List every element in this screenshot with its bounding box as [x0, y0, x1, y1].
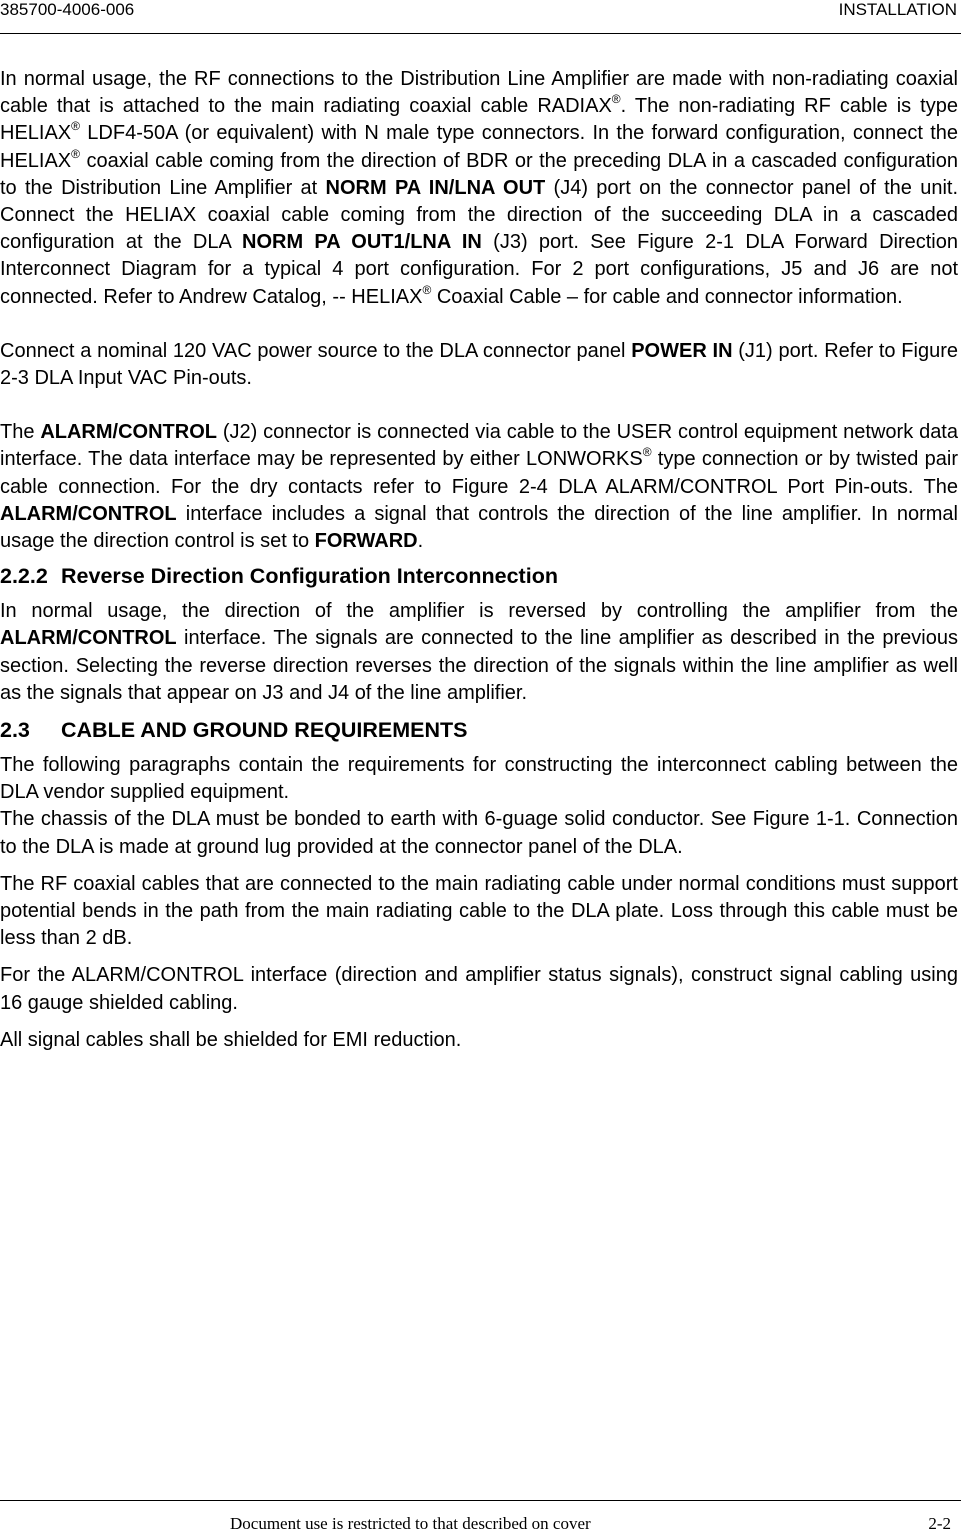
page-number: 2-2 — [928, 1514, 951, 1533]
registered-mark: ® — [71, 119, 80, 134]
section-name: INSTALLATION — [838, 0, 957, 19]
usage-notice: Document use is restricted to that described on cover — [230, 1514, 591, 1533]
page-body — [0, 66, 958, 1054]
registered-mark: ® — [422, 282, 432, 297]
paragraph-chassis-ground: The chassis of the DLA must be bonded to earth with 6-guage solid conductor. See Figure 1-1. Connection to the DLA is made at ground lug provided at the connector panel of the DLA. — [0, 808, 958, 858]
document-number: 385700-4006-006 — [0, 0, 135, 19]
page-footer — [0, 1500, 961, 1533]
registered-mark: ® — [71, 146, 80, 161]
paragraph-power: Connect a nominal 120 VAC power source to the DLA connector panel POWER IN (J1) port. Refer to Figure 2-3 DLA Input VAC Pin-outs. — [0, 339, 958, 390]
paragraph-signal-cabling: For the ALARM/CONTROL interface (direction and amplifier status signals), construct signal cabling using 16 gauge shielded cabling. — [0, 964, 958, 1014]
paragraph-alarm-control: The ALARM/CONTROL (J2) connector is connected via cable to the USER control equipment network data interface. The data interface may be represented by either LONWORKS® type connection or by twisted pair cable connection. For the dry contacts refer to Figure 2-4 DLA ALARM/CONTROL Port Pin-outs. The ALARM/CONTROL interface includes a signal that controls the direction of the line amplifier. In normal usage the direction control is set to FORWARD. — [0, 421, 958, 553]
registered-mark: ® — [642, 445, 652, 460]
port-label-j4: NORM PA IN/LNA OUT — [325, 176, 546, 199]
port-label-j2: ALARM/CONTROL — [40, 421, 217, 444]
paragraph-rf-connections: In normal usage, the RF connections to the Distribution Line Amplifier are made with non-radiating coaxial cable that is attached to the main radiating coaxial cable RADIAX®. The non-radiating RF cable is type HELIAX® LDF4-50A (or equivalent) with N male type connectors. In the forward configuration, connect the HELIAX® coaxial cable coming from the direction of BDR or the preceding DLA in a cascaded configuration to the Distribution Line Amplifier at NORM PA IN/LNA OUT (J4) port on the connector panel of the unit. Connect the HELIAX coaxial cable coming from the direction of the succeeding DLA in a cascaded configuration at the DLA NORM PA OUT1/LNA IN (J3) port. See Figure 2-1 DLA Forward Direction Interconnect Diagram for a typical 4 port configuration. For 2 port configurations, J5 and J6 are not connected. Refer to Andrew Catalog, -- HELIAX® Coaxial Cable – for cable and connector information. — [0, 68, 958, 308]
registered-mark: ® — [611, 92, 621, 107]
port-label-j1: POWER IN — [631, 339, 733, 362]
port-label-j3: NORM PA OUT1/LNA IN — [242, 231, 482, 254]
section-heading-2-2-2: 2.2.2 Reverse Direction Configuration Interconnection — [0, 564, 558, 589]
paragraph-reverse-direction: In normal usage, the direction of the amplifier is reversed by controlling the amplifier from the ALARM/CONTROL interface. The signals are connected to the line amplifier as described in the previous section. Selecting the reverse direction reverses the direction of the signals within the line amplifier as well as the signals that appear on J3 and J4 of the line amplifier. — [0, 600, 958, 704]
paragraph-emi-shielding: All signal cables shall be shielded for EMI reduction. — [0, 1028, 462, 1051]
page-header — [0, 0, 961, 34]
paragraph-cabling-intro: The following paragraphs contain the requirements for constructing the interconnect cabling between the DLA vendor supplied equipment. — [0, 754, 958, 804]
paragraph-rf-cable-loss: The RF coaxial cables that are connected to the main radiating cable under normal conditions must support potential bends in the path from the main radiating cable to the DLA plate. Loss through this cable must be less than 2 dB. — [0, 872, 958, 950]
forward-setting: FORWARD — [314, 530, 418, 553]
section-heading-2-3: 2.3 CABLE AND GROUND REQUIREMENTS — [0, 718, 468, 743]
